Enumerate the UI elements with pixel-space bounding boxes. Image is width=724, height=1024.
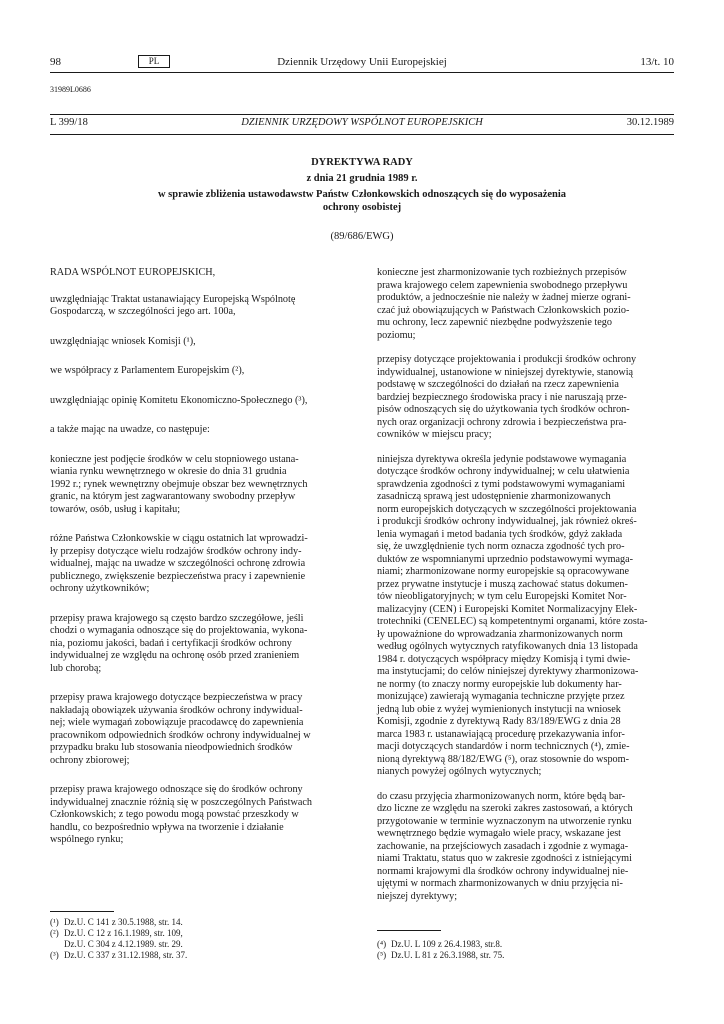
paragraph: we współpracy z Parlamentem Europejskim (²), xyxy=(50,365,245,376)
page-number: 98 xyxy=(50,56,61,68)
oj-title: DZIENNIK URZĘDOWY WSPÓLNOT EUROPEJSKICH xyxy=(241,117,483,128)
left-column xyxy=(50,267,345,847)
paragraph: przepisy dotyczące projektowania i produkcji środków ochrony indywidualnej, ustanowione w niniejszej dyrektywie, stanowią podstawę w szczególności do działań na rzecz zapewnienia bardziej bezpiecznego środowiska pracy i nie naruszają prze- pisów odnoszących się do użytkowania tych środków ochron- nych oraz organizacji ochrony zdrowia i bezpieczeństwa pra- cowników w miejscu pracy; xyxy=(377,354,637,440)
directive-title xyxy=(50,156,674,214)
footnotes-right xyxy=(377,939,672,961)
paragraph: przepisy prawa krajowego dotyczące bezpieczeństwa w pracy nakładają obowiązek używania środków ochrony indywidual- nej; wiele wymagań zobowiązuje pracodawcę do zapewnienia pracownikom odpowiednich środków ochrony indywidualnej w przypadku braku lub stosowania nieodpowiednich środków ochrony zbiorowej; xyxy=(50,692,311,766)
paragraph: uwzględniając Traktat ustanawiający Europejską Wspólnotę Gospodarczą, w szczególności jego art. 100a, xyxy=(50,293,296,317)
volume-label: 13/t. 10 xyxy=(640,56,674,68)
title-line-2: z dnia 21 grudnia 1989 r. xyxy=(306,173,418,184)
directive-number: (89/686/EWG) xyxy=(330,231,394,242)
journal-title: Dziennik Urzędowy Unii Europejskiej xyxy=(277,56,447,68)
paragraph: konieczne jest podjęcie środków w celu stopniowego ustana- wiania rynku wewnętrznego w okresie do dnia 31 grudnia 1992 r.; rynek wewnętrzny obejmuje obszar bez wewnętrznych granic, na którym jest zagwarantowany swobodny przepływ towarów, osób, usług i kapitału; xyxy=(50,453,308,515)
title-line-4: ochrony osobistej xyxy=(322,202,402,213)
footnote: (²) Dz.U. C 12 z 16.1.1989, str. 109, xyxy=(50,928,183,938)
footnote: (⁵) Dz.U. L 81 z 26.3.1988, str. 75. xyxy=(377,950,505,960)
paragraph: a także mając na uwadze, co następuje: xyxy=(50,424,210,435)
paragraph: do czasu przyjęcia zharmonizowanych norm, które będą bar- dzo liczne ze względu na szeroki zakres zastosowań, a których przygotowanie w terminie wyznaczonym na utworzenie rynku wewnętrznego będzie wymagało wiele pracy, wskazane jest zachowanie, na przejściowych zasadach i zgodnie z wymaga- niami Traktatu, status quo w zakresie zgodności z istniejącymi normami krajowymi dla środków ochrony indywidualnej nie- ujętymi w normach zharmonizowanych w dniu przyjęcia ni- niejszej dyrektywy; xyxy=(377,790,633,902)
paragraph: przepisy prawa krajowego odnoszące się do środków ochrony indywidualnej znacznie różnią się w poszczególnych Państwach Członkowskich; z tego powodu mogą powstać przeszkody w handlu, co bezpośrednio wpływa na tworzenie i działanie wspólnego rynku; xyxy=(50,784,312,845)
footnote: Dz.U. C 304 z 4.12.1989. str. 29. xyxy=(64,939,183,949)
language-code-box: PL xyxy=(138,55,170,68)
footnote: (⁴) Dz.U. L 109 z 26.4.1983, str.8. xyxy=(377,939,503,949)
paragraph: różne Państwa Członkowskie w ciągu ostatnich lat wprowadzi- ły przepisy dotyczące wielu rodzajów środków ochrony indy- widualnej, mając na uwadze w szczególności ochronę zdrowia publicznego, zwiększenie bezpieczeństwa pracy i zapewnienie ochrony użytkowników; xyxy=(50,533,308,594)
footnote-rule-right xyxy=(377,930,441,931)
footnote: (³) Dz.U. C 337 z 31.12.1988, str. 37. xyxy=(50,950,188,960)
footnote: (¹) Dz.U. C 141 z 30.5.1988, str. 14. xyxy=(50,917,183,927)
header-rule xyxy=(50,72,674,73)
paragraph: konieczne jest zharmonizowanie tych rozbieżnych przepisów prawa krajowego celem zapewnienia swobodnego przepływu produktów, a jednocześnie nie należy w żadnej mierze ograni- czać już obowiązujących w Państwach Członkowskich pozio- mu ochrony, lecz zapewnić niezbędne podwyższenie tego poziomu; xyxy=(377,267,631,341)
title-line-1: DYREKTYWA RADY xyxy=(311,157,413,168)
oj-reference: L 399/18 xyxy=(50,117,88,128)
right-column xyxy=(377,267,672,903)
title-line-3: w sprawie zbliżenia ustawodawstw Państw Członkowskich odnoszących się do wyposażenia xyxy=(157,189,567,200)
oj-date: 30.12.1989 xyxy=(626,117,674,128)
paragraph: uwzględniając opinię Komitetu Ekonomiczno-Społecznego (³), xyxy=(50,394,308,406)
oj-rule-bottom xyxy=(50,134,674,135)
footnote-rule-left xyxy=(50,911,114,912)
paragraph: RADA WSPÓLNOT EUROPEJSKICH, xyxy=(50,267,216,278)
paragraph: niniejsza dyrektywa określa jedynie podstawowe wymagania dotyczące środków ochrony indywidualnej; w celu ułatwienia sprawdzenia zgodności z tymi podstawowymi wymaganiami zasadniczą sprawą jest udostępnienie zharmonizowanych norm europejskich dotyczących w szczególności projektowania i produkcji środków ochrony indywidualnej, jak również okreś- lenia wymagań i metod badania tych środków, gdyż zakłada się, że uwzględnienie tych norm oznacza zgodność tych pro- duktów ze wspomnianymi uprzednio podstawowymi wymaga- niami; zharmonizowane normy europejskie są opracowywane przez prywatne instytucje i muszą zachować status dokumen- tów nieobligatoryjnych; w tym celu Europejski Komitet Nor- malizacyjny (CEN) i Europejski Komitet Normalizacyjny Elek- trotechniki (CENELEC) są kompetentnymi organami, które zosta- ły upoważnione do wprowadzania zharmonizowanych norm według ogólnych wytycznych ratyfikowanych dnia 13 listopada 1984 r. dotyczących współpracy między Komisją i tymi dwie- ma instytucjami; do celów niniejszej dyrektywy zharmonizowa- ne normy (to znaczy normy europejskie lub dokumenty har- monizujące) zawierają wymagania techniczne przyjęte przez jedną lub obie z wyżej wymienionych instytucji na wniosek Komisji, zgodnie z dyrektywą Rady 83/189/EWG z dnia 28 marca 1983 r. ustanawiającą procedurę przekazywania infor- macji dotyczących standardów i norm technicznych (⁴), zmie- nioną dyrektywą 88/182/EWG (⁵), oraz stosownie do wspom- nianych powyżej ogólnych wytycznych; xyxy=(377,453,648,777)
footnotes-left xyxy=(50,917,345,961)
paragraph: przepisy prawa krajowego są często bardzo szczegółowe, jeśli chodzi o wymagania odnoszące się do projektowania, wykona- nia, poziomu jakości, badań i certyfikacji środków ochrony indywidualnej ze względu na ochronę osób przed zranieniem lub chorobą; xyxy=(50,612,308,674)
paragraph: uwzględniając wniosek Komisji (¹), xyxy=(50,335,196,347)
oj-rule-top xyxy=(50,114,674,115)
celex-number: 31989L0686 xyxy=(50,85,91,94)
